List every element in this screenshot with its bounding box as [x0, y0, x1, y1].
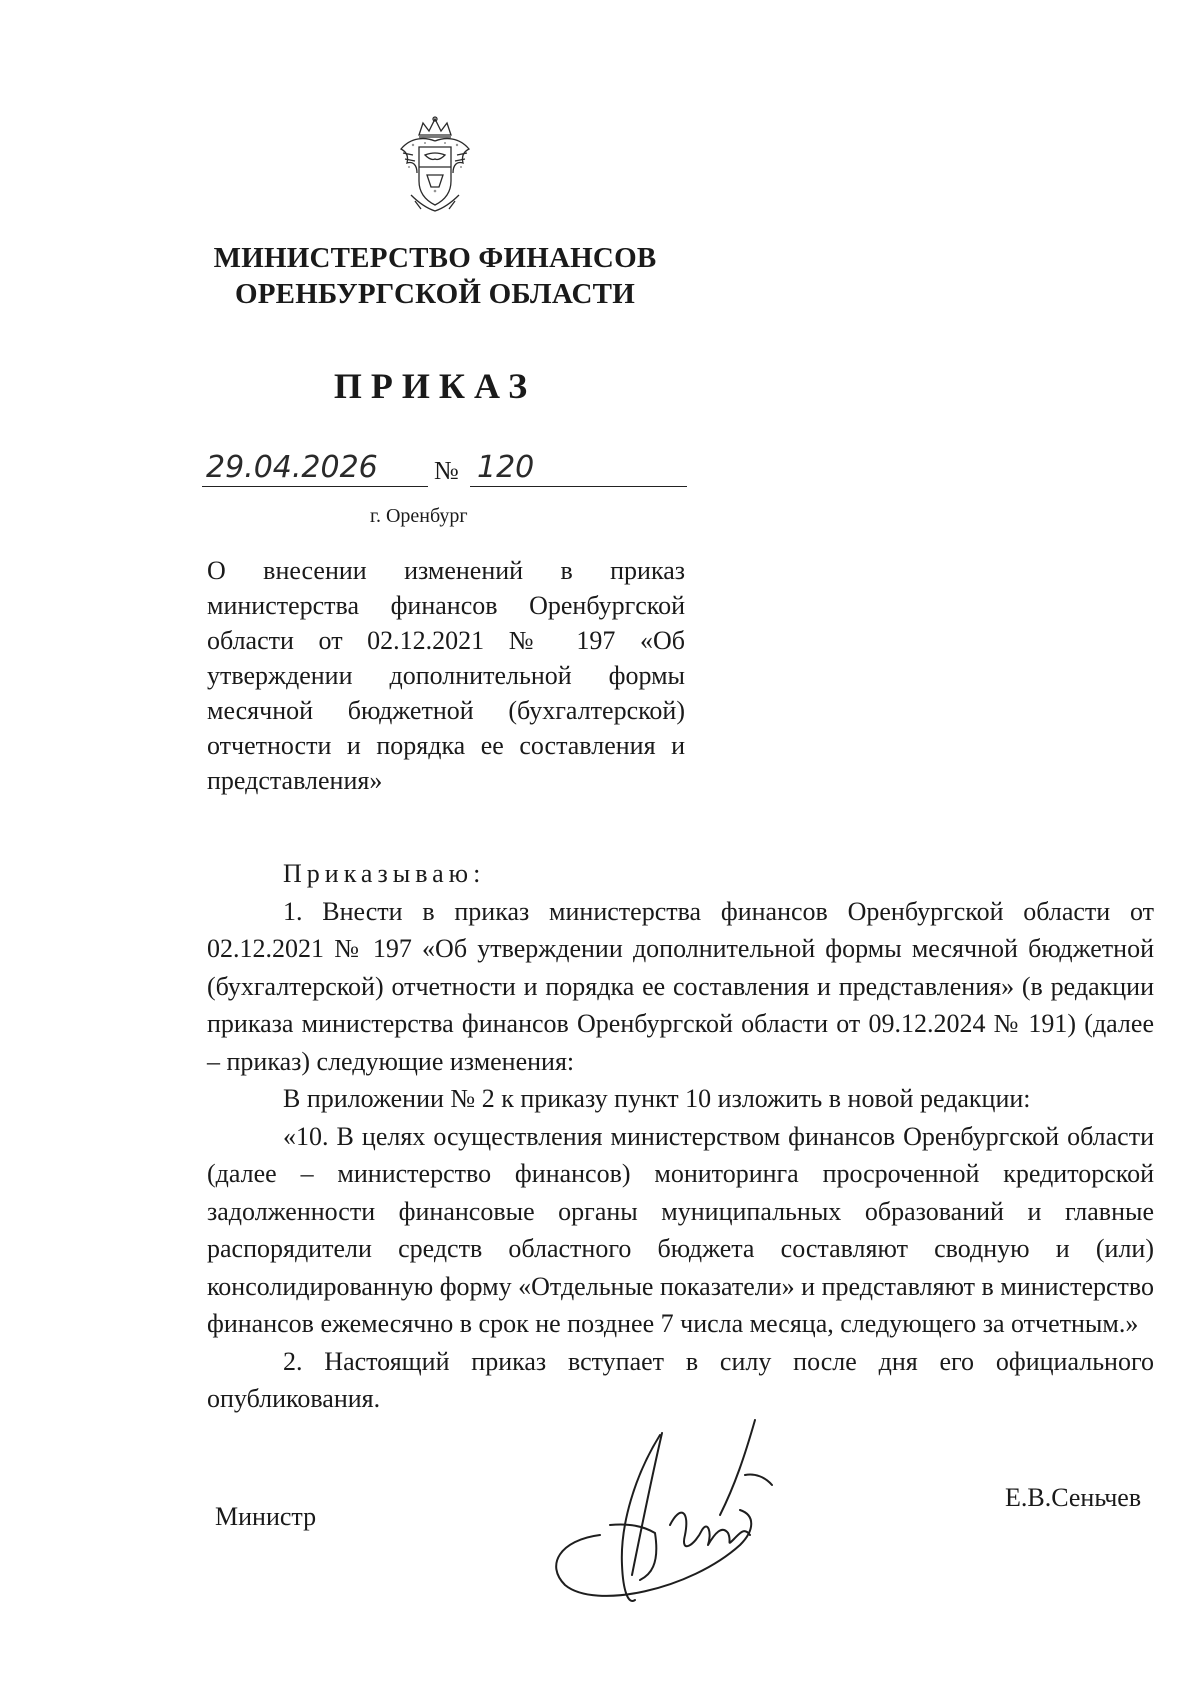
paragraph-1: 1. Внести в приказ министерства финансов Оренбургской области от 02.12.2021 № 197 «Об утверждении дополнительной формы месячной бюджетной (бухгалтерской) отчетности и порядка ее составления и представления» (в редакции приказа министерства финансов Оренбургской области от 09.12.2024 № 191) (далее – приказ) следующие изменения: [207, 896, 1154, 1076]
handwritten-signature [540, 1415, 790, 1610]
order-date: 29.04.2026 [206, 450, 378, 485]
city-label: г. Оренбург [370, 505, 468, 527]
registration-line [202, 448, 687, 488]
coat-of-arms-emblem [395, 115, 475, 215]
paragraph-2: В приложении № 2 к приказу пункт 10 изложить в новой редакции: [283, 1084, 1031, 1113]
minister-name: Е.В.Сеньчев [1005, 1483, 1142, 1512]
paragraph-3: «10. В целях осуществления министерством финансов Оренбургской области (далее – министерство финансов) мониторинга просроченной кредиторской задолженности финансовые органы муниципальных образований и главные распорядители средств областного бюджета составляют сводную и (или) консолидированную форму «Отдельные показатели» и представляют в министерство финансов ежемесячно в срок не позднее 7 числа месяца, следующего за отчетным.» [207, 1121, 1154, 1338]
date-underline [202, 486, 428, 487]
order-title: ПРИКАЗ [333, 366, 537, 406]
minister-position: Министр [215, 1502, 317, 1531]
order-body [207, 855, 1154, 1418]
ministry-line-1: МИНИСТЕРСТВО ФИНАНСОВ [213, 242, 657, 274]
order-word: Приказываю: [283, 859, 486, 888]
number-underline [470, 486, 687, 487]
order-number: 120 [477, 450, 535, 485]
number-sign: № [434, 456, 459, 485]
ministry-line-2: ОРЕНБУРГСКОЙ ОБЛАСТИ [235, 278, 635, 310]
paragraph-4: 2. Настоящий приказ вступает в силу после дня его официального опубликования. [207, 1346, 1154, 1413]
ministry-name [200, 240, 670, 312]
order-subject: О внесении изменений в приказ министерства финансов Оренбургской области от 02.12.2021 № 197 «Об утверждении дополнительной формы месячной бюджетной (бухгалтерской) отчетности и порядка ее составления и представления» [207, 556, 685, 795]
